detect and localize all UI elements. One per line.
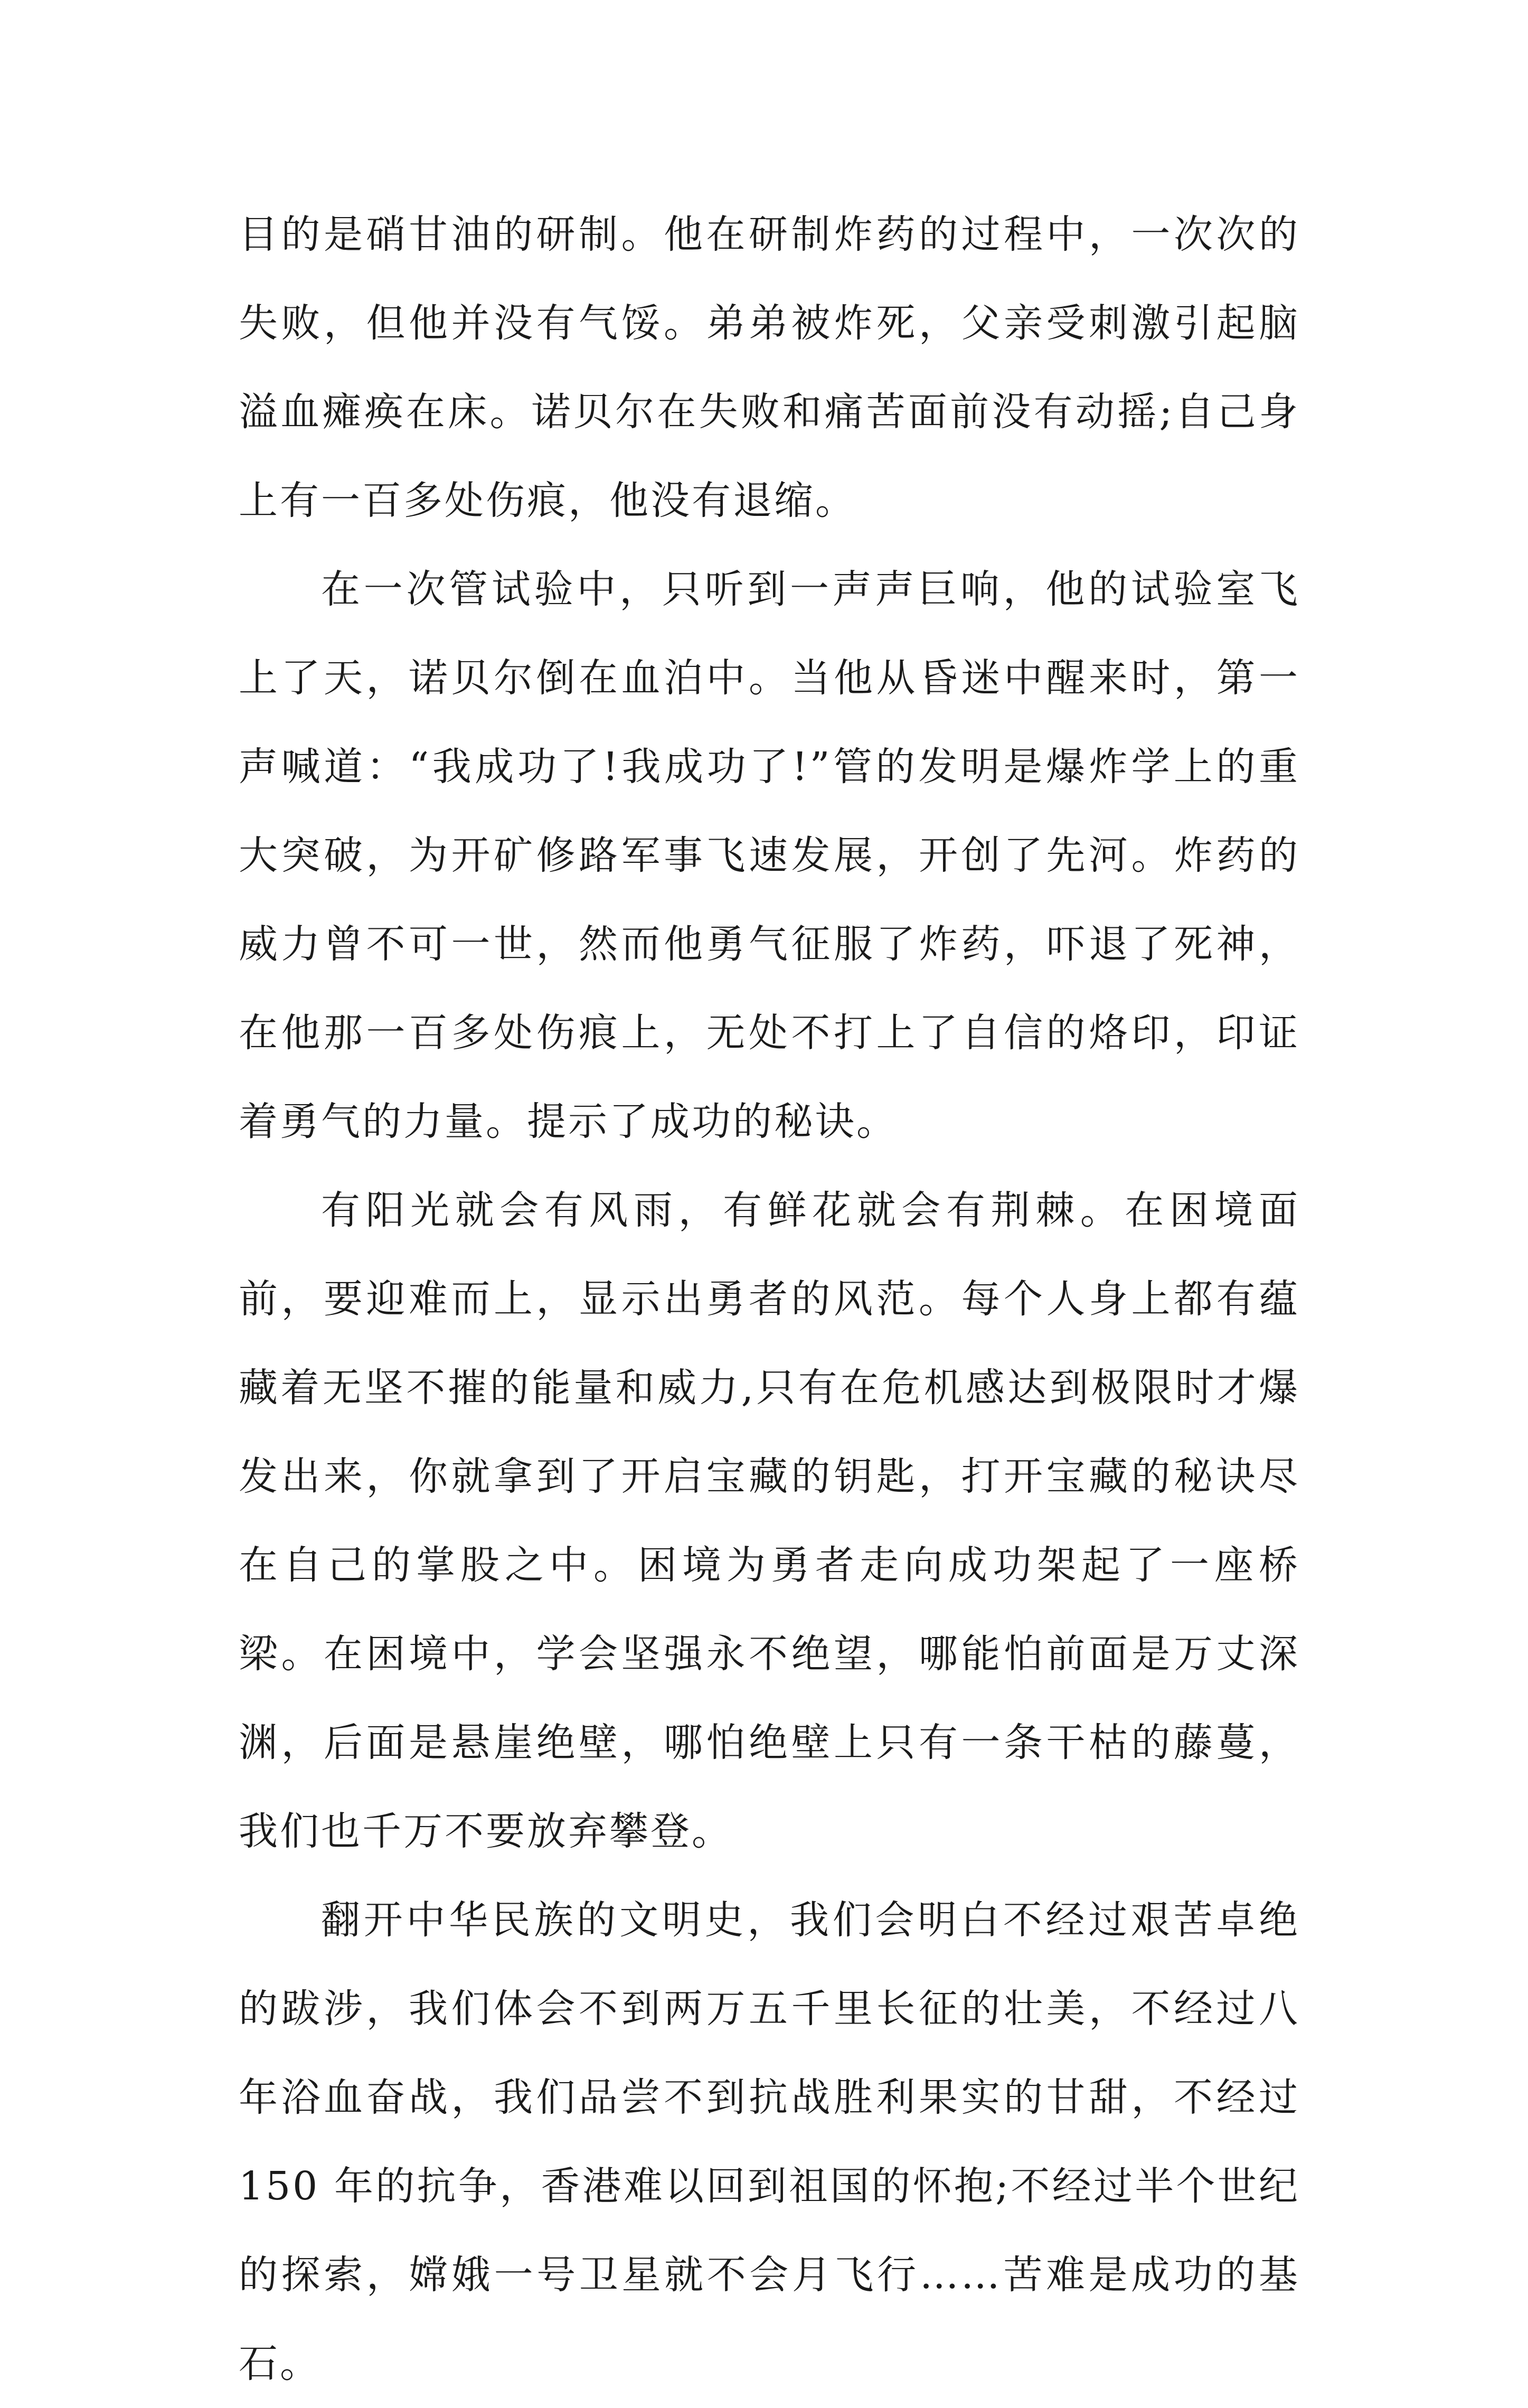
paragraph-1: 目的是硝甘油的研制。他在研制炸药的过程中，一次次的失败，但他并没有气馁。弟弟被炸死，父亲受刺激引起脑溢血瘫痪在床。诺贝尔在失败和痛苦面前没有动摇;自己身上有一百多处伤痕，他没有退缩。: [239, 212, 1300, 523]
paragraph-4: 翻开中华民族的文明史，我们会明白不经过艰苦卓绝的跋涉，我们体会不到两万五千里长征的壮美，不经过八年浴血奋战，我们品尝不到抗战胜利果实的甘甜，不经过 150 年的抗争，香港难以回到祖国的怀抱;不经过半个世纪的探索，嫦娥一号卫星就不会月飞行……苦难是成功的基石。: [239, 1897, 1300, 2386]
document-body: [239, 190, 1300, 2408]
paragraph-3: 有阳光就会有风雨，有鲜花就会有荆棘。在困境面前，要迎难而上，显示出勇者的风范。每个人身上都有蕴藏着无坚不摧的能量和威力,只有在危机感达到极限时才爆发出来，你就拿到了开启宝藏的钥匙，打开宝藏的秘诀尽在自己的掌股之中。困境为勇者走向成功架起了一座桥梁。在困境中，学会坚强永不绝望，哪能怕前面是万丈深渊，后面是悬崖绝壁，哪怕绝壁上只有一条干枯的藤蔓，我们也千万不要放弃攀登。: [239, 1188, 1300, 1854]
paragraph-2: 在一次管试验中，只听到一声声巨响，他的试验室飞上了天，诺贝尔倒在血泊中。当他从昏迷中醒来时，第一声喊道：“我成功了!我成功了!”管的发明是爆炸学上的重大突破，为开矿修路军事飞速发展，开创了先河。炸药的威力曾不可一世，然而他勇气征服了炸药，吓退了死神，在他那一百多处伤痕上，无处不打上了自信的烙印，印证着勇气的力量。提示了成功的秘诀。: [239, 567, 1300, 1144]
